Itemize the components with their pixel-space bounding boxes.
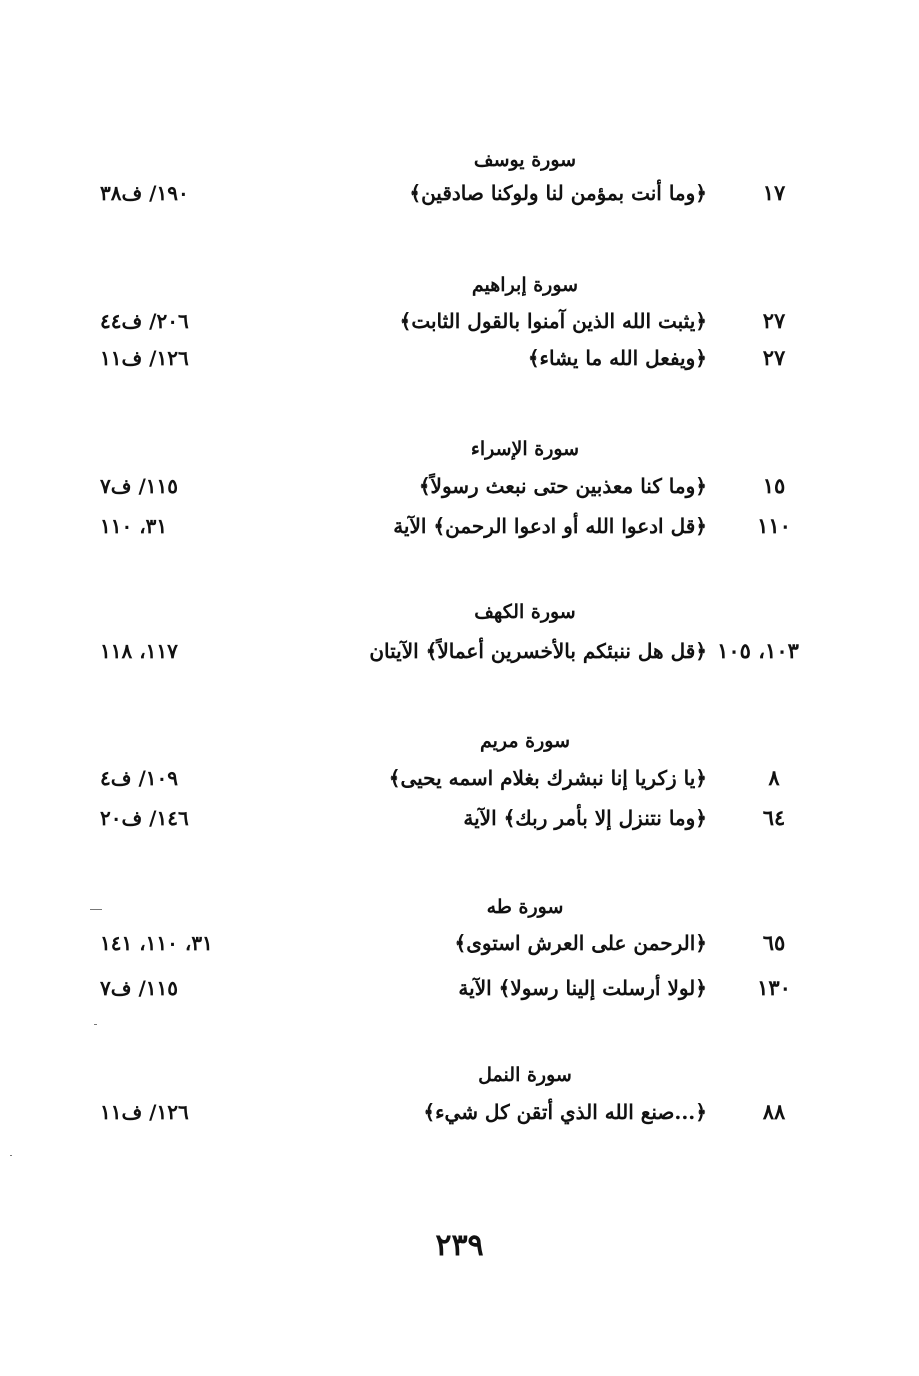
page-reference: ١١٧، ١١٨ [100,639,178,663]
surah-heading-al-kahf: سورة الكهف [474,601,576,623]
scan-speck [10,1155,12,1156]
page-reference: ١٤٦/ ف٢٠ [100,806,189,830]
verse-row [0,511,919,541]
page-reference: ٣١، ١١٠، ١٤١ [100,931,213,955]
verse-row [0,178,919,208]
verse-text: ﴿لولا أرسلت إلينا رسولا﴾ الآية [458,976,707,1000]
verse-text: ﴿الرحمن على العرش استوى﴾ [454,931,707,955]
verse-row [0,1097,919,1127]
verse-text: ﴿ويفعل الله ما يشاء﴾ [527,346,707,370]
verse-row [0,803,919,833]
verse-row [0,636,919,666]
verse-number: ٦٥ [762,930,786,955]
surah-heading-al-isra: سورة الإسراء [470,438,580,460]
page-number: ٢٣٩ [435,1228,484,1263]
verse-row [0,763,919,793]
verse-number: ٢٧ [762,345,786,370]
verse-row [0,928,919,958]
verse-text: ﴿...صنع الله الذي أتقن كل شيء﴾ [423,1100,707,1124]
surah-heading-ibrahim: سورة إبراهيم [471,274,579,296]
page-reference: ٢٠٦/ ف٤٤ [100,309,189,333]
verse-row [0,471,919,501]
scan-speck [94,1024,97,1025]
page-reference: ١١٥/ ف٧ [100,474,178,498]
page-reference: ١٩٠/ ف٣٨ [100,181,189,205]
verse-text: ﴿وما نتنزل إلا بأمر ربك﴾ الآية [463,806,707,830]
verse-text: ﴿وما أنت بمؤمن لنا ولوكنا صادقين﴾ [409,181,707,205]
page-reference: ١٢٦/ ف١١ [100,346,189,370]
scan-speck [90,909,102,910]
surah-heading-an-naml: سورة النمل [478,1064,572,1086]
page-reference: ١١٥/ ف٧ [100,976,178,1000]
verse-text: ﴿يثبت الله الذين آمنوا بالقول الثابت﴾ [399,309,707,333]
verse-row [0,973,919,1003]
surah-heading-taha: سورة طه [486,896,564,918]
verse-number: ١٥ [762,473,786,498]
verse-text: ﴿قل هل ننبئكم بالأخسرين أعمالاً﴾ الآيتان [369,639,707,663]
verse-text: ﴿يا زكريا إنا نبشرك بغلام اسمه يحيى﴾ [388,766,707,790]
verse-number: ١٣٠ [757,975,791,1000]
verse-number: ١١٠ [757,513,791,538]
surah-heading-maryam: سورة مريم [479,730,571,752]
verse-number: ٨ [768,765,780,790]
page-reference: ١٢٦/ ف١١ [100,1100,189,1124]
verse-row [0,343,919,373]
page-reference: ١٠٩/ ف٤ [100,766,178,790]
verse-number: ١٠٣، ١٠٥ [717,638,799,663]
verse-row [0,306,919,336]
verse-number: ٨٨ [762,1099,786,1124]
verse-number: ٢٧ [762,308,786,333]
verse-text: ﴿قل ادعوا الله أو ادعوا الرحمن﴾ الآية [393,514,707,538]
verse-number: ٦٤ [762,805,786,830]
verse-text: ﴿وما كنا معذبين حتى نبعث رسولاً﴾ [418,474,707,498]
surah-heading-yusuf: سورة يوسف [473,149,577,171]
page-reference: ٣١، ١١٠ [100,514,168,538]
verse-number: ١٧ [762,180,786,205]
